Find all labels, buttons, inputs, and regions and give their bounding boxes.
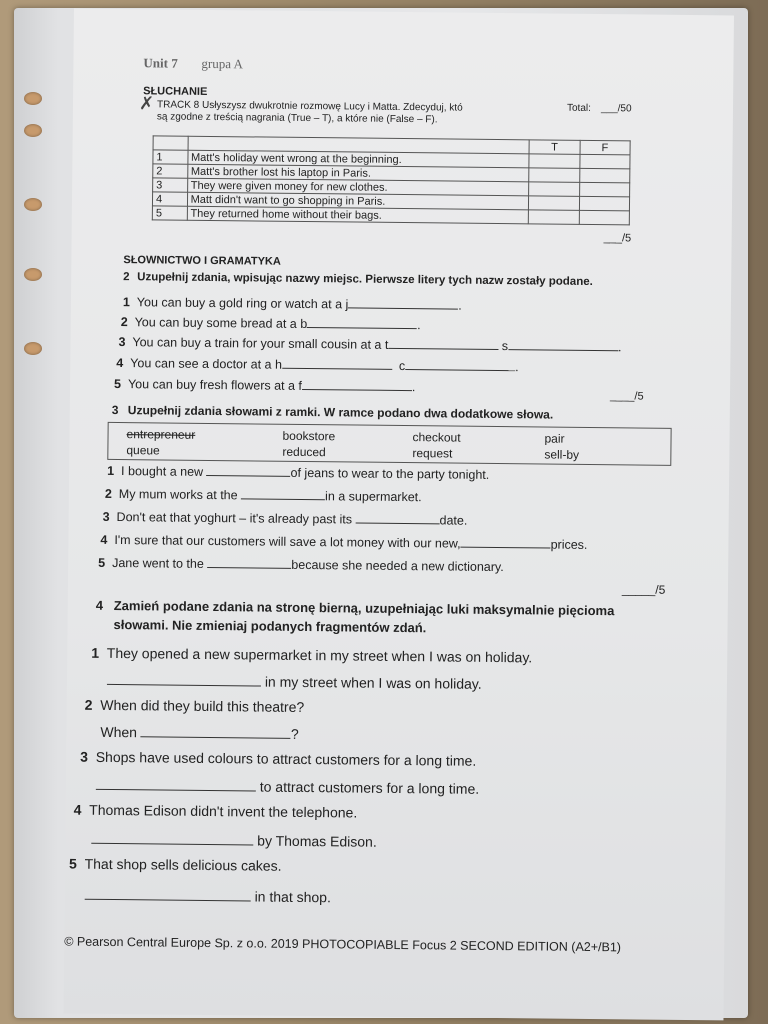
row-statement: Matt's brother lost his laptop in Paris.	[187, 164, 529, 182]
word-box-word: sell-by	[544, 447, 580, 462]
unit-label: Unit 7	[143, 55, 178, 71]
worksheet-page	[63, 9, 733, 1021]
row-statement: Matt didn't want to go shopping in Paris.	[187, 192, 529, 210]
row-number: 5	[152, 206, 187, 220]
row-number: 2	[153, 164, 188, 178]
ex4-answer-line: by Thomas Edison.	[91, 829, 377, 850]
row-statement: Matt's holiday went wrong at the beginning.	[187, 150, 529, 168]
false-cell[interactable]	[580, 154, 631, 169]
ex2-score: ____/5	[609, 390, 644, 403]
copyright-footer: © Pearson Central Europe Sp. z o.o. 2019 PHOTOCOPIABLE Focus 2 SECOND EDITION (A2+/B1)	[64, 934, 622, 955]
col-true: T	[529, 140, 579, 155]
true-cell[interactable]	[529, 196, 579, 211]
answer-blank[interactable]	[307, 315, 417, 329]
ex4-sentence: 3 Shops have used colours to attract customers for a long time.	[80, 748, 477, 769]
ex3-number: 3	[111, 402, 119, 418]
true-cell[interactable]	[529, 182, 579, 197]
answer-blank[interactable]	[207, 463, 291, 477]
answer-blank[interactable]	[302, 377, 412, 391]
total-score: ___/50	[600, 103, 632, 115]
ex2-instruction: Uzupełnij zdania, wpisując nazwy miejsc. Pierwsze litery tych nazw zostały podane.	[137, 271, 593, 288]
answer-blank[interactable]	[348, 295, 458, 309]
answer-blank[interactable]	[388, 336, 498, 350]
group-label: grupa A	[201, 55, 244, 72]
ex4-sentence: 2 When did they build this theatre?	[84, 696, 305, 715]
ex4-instruction-2: słowami. Nie zmieniaj podanych fragmentów zdań.	[113, 616, 427, 636]
false-cell[interactable]	[579, 210, 630, 225]
listening-instruction-1: TRACK 8 Usłyszysz dwukrotnie rozmowę Lucy i Matta. Zdecyduj, któ	[156, 99, 463, 114]
ex3-item: 4 I'm sure that our customers will save a lot money with our new, prices.	[100, 532, 588, 552]
ex3-item: 1 I bought a new of jeans to wear to the party tonight.	[107, 463, 490, 482]
answer-blank[interactable]	[461, 535, 551, 549]
true-cell[interactable]	[529, 210, 579, 225]
ex4-sentence: 1 They opened a new supermarket in my street when I was on holiday.	[91, 644, 533, 666]
word-box-word: request	[412, 446, 453, 461]
ex2-item: 3 You can buy a train for your small cousin at a t s .	[118, 335, 622, 355]
ex2-number: 2	[123, 271, 130, 284]
answer-blank[interactable]	[356, 511, 440, 525]
answer-blank[interactable]	[96, 775, 256, 792]
word-box-word: entrepreneur	[126, 427, 196, 442]
ex4-answer-line: When ?	[100, 723, 299, 742]
answer-blank[interactable]	[207, 555, 291, 569]
listening-title: SŁUCHANIE	[143, 85, 208, 98]
word-box-word: bookstore	[282, 428, 336, 444]
punch-holes	[24, 80, 48, 380]
true-cell[interactable]	[529, 168, 579, 183]
answer-blank[interactable]	[282, 356, 392, 370]
true-false-table	[152, 135, 631, 225]
word-box-word: reduced	[282, 444, 326, 460]
ex3-score: _____/5	[621, 582, 666, 597]
false-cell[interactable]	[579, 196, 630, 211]
row-number: 3	[153, 178, 188, 192]
ex4-answer-line: in my street when I was on holiday.	[107, 670, 482, 692]
answer-blank[interactable]	[107, 670, 261, 687]
row-statement: They returned home without their bags.	[187, 206, 529, 224]
ex2-item: 1 You can buy a gold ring or watch at a j .	[122, 295, 462, 313]
ex2-item: 4 You can see a doctor at a h c .	[116, 356, 519, 375]
ex3-item: 2 My mum works at the in a supermarket.	[104, 486, 422, 505]
ex4-sentence: 4 Thomas Edison didn't invent the telephone.	[73, 801, 358, 821]
vocab-title: SŁOWNICTWO I GRAMATYKA	[123, 254, 281, 268]
answer-blank[interactable]	[241, 486, 325, 500]
answer-blank[interactable]	[508, 337, 618, 351]
false-cell[interactable]	[579, 182, 630, 197]
ex3-item: 3 Don't eat that yoghurt – it's already past its date.	[102, 509, 468, 528]
word-box-word: pair	[544, 431, 565, 446]
row-number: 1	[153, 150, 188, 164]
word-box-word: queue	[126, 443, 160, 458]
ex2-item: 2 You can buy some bread at a b .	[120, 315, 421, 333]
answer-blank[interactable]	[85, 885, 251, 902]
answer-blank[interactable]	[141, 722, 291, 739]
ex4-answer-line: in that shop.	[85, 885, 331, 906]
false-cell[interactable]	[579, 168, 630, 183]
ex4-sentence: 5 That shop sells delicious cakes.	[68, 855, 282, 874]
answer-blank[interactable]	[91, 829, 253, 846]
answer-blank[interactable]	[405, 357, 515, 371]
ex4-answer-line: to attract customers for a long time.	[96, 775, 479, 797]
ex3-instruction: Uzupełnij zdania słowami z ramki. W ramce podano dwa dodatkowe słowa.	[127, 403, 554, 422]
ex3-item: 5 Jane went to the because she needed a new dictionary.	[98, 555, 504, 575]
total-label: Total:	[566, 102, 591, 114]
pen-mark-icon: ✗	[138, 93, 155, 114]
row-statement: They were given money for new clothes.	[187, 178, 529, 196]
listening-instruction-2: są zgodne z treścią nagrania (True – T), a które nie (False – F).	[156, 111, 438, 126]
word-box	[107, 422, 671, 466]
listening-score: ___/5	[603, 232, 632, 245]
word-box-word: checkout	[412, 430, 461, 445]
ex4-instruction-1: Zamień podane zdania na stronę bierną, uzupełniając luki maksymalnie pięcioma	[113, 597, 615, 619]
true-cell[interactable]	[529, 154, 579, 169]
ex4-number: 4	[95, 597, 104, 613]
ex2-item: 5 You can buy fresh flowers at a f .	[114, 376, 416, 395]
col-false: F	[580, 140, 631, 155]
row-number: 4	[152, 192, 187, 206]
